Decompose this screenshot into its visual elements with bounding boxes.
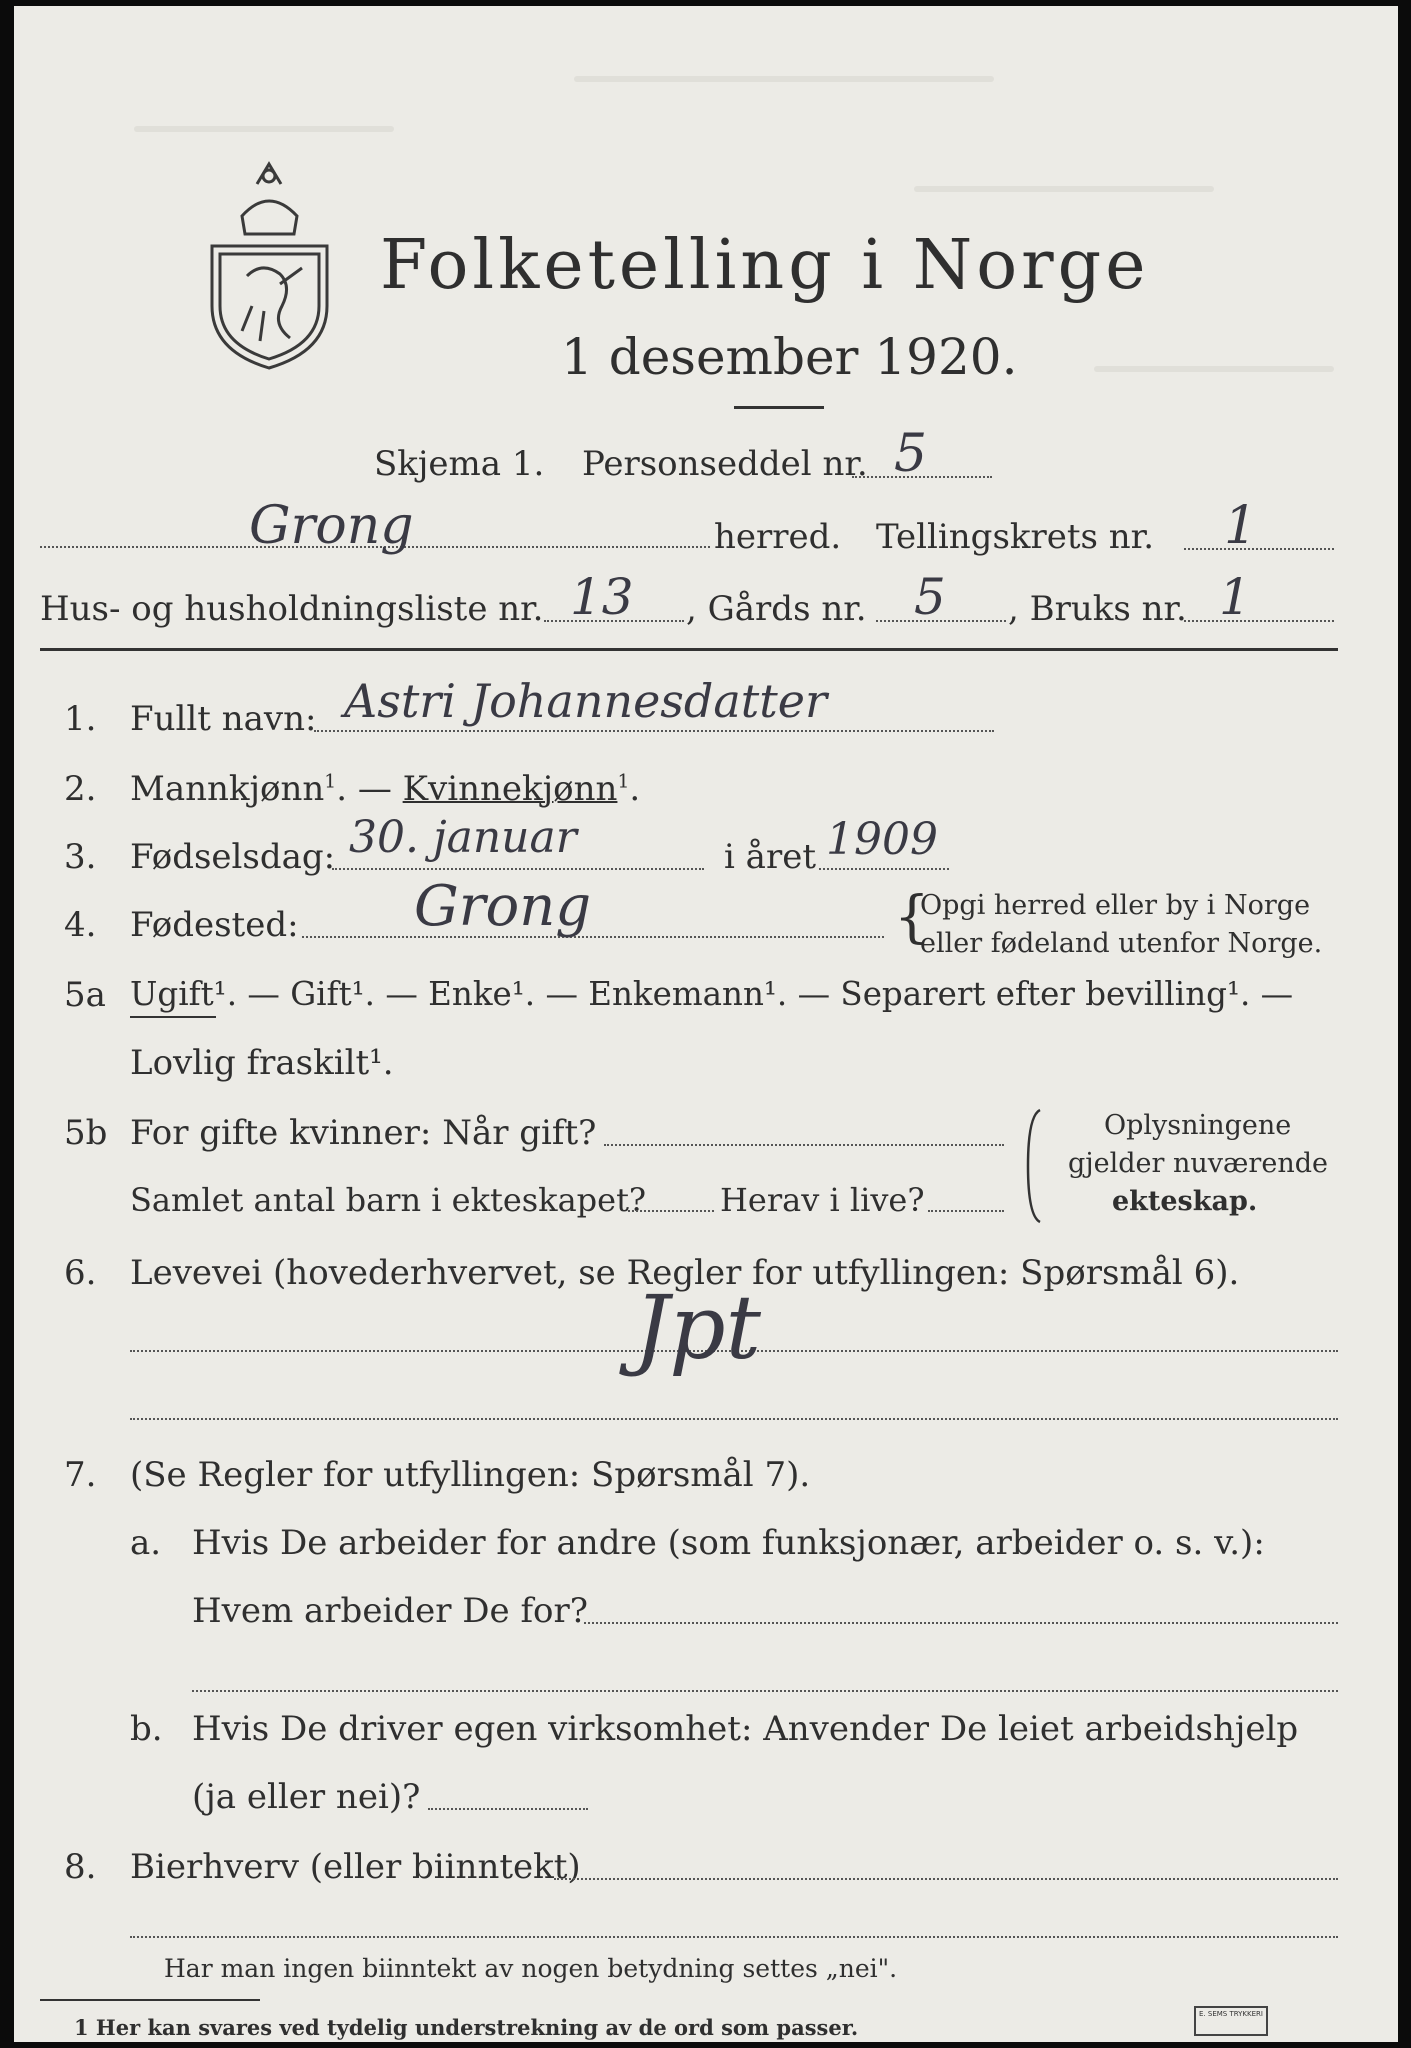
q3-label: Fødselsdag: (130, 837, 336, 877)
q7-number: 7. (64, 1455, 97, 1495)
children-alive-field[interactable] (928, 1210, 1004, 1212)
birthplace-value: Grong (414, 874, 592, 939)
q8-number: 8. (64, 1847, 97, 1887)
herred-value: Grong (249, 496, 414, 556)
printer-stamp-text: E. SEMS TRYKKERI (1199, 2010, 1263, 2018)
q4-note-line2: eller fødeland utenfor Norge. (920, 928, 1323, 959)
side-income-note: Har man ingen biinntekt av nogen betydning settes „nei". (164, 1954, 898, 1983)
married-when-label: For gifte kvinner: Når gift? (130, 1113, 597, 1153)
marital-status-options[interactable]: Ugift¹. — Gift¹. — Enke¹. — Enkemann¹. — Separert efter bevilling¹. — (130, 975, 1294, 1013)
husholdningsliste-label: Hus- og husholdningsliste nr. (40, 589, 544, 629)
side-income-field-line2[interactable] (130, 1936, 1338, 1938)
q4-number: 4. (64, 905, 97, 945)
birthdate-value: 30. januar (349, 812, 577, 863)
hired-help-label: (ja eller nei)? (192, 1777, 421, 1817)
herred-label: herred. (714, 517, 842, 557)
q4-label: Fødested: (130, 905, 299, 945)
title-divider (734, 406, 824, 409)
q1-number: 1. (64, 699, 97, 739)
bruks-field[interactable] (1184, 620, 1334, 622)
female-option[interactable]: Kvinnekjønn (402, 769, 618, 809)
personseddel-label: Personseddel nr. (582, 444, 868, 484)
q2-number: 2. (64, 769, 97, 809)
occupation-field-line2[interactable] (130, 1418, 1338, 1420)
q5b-note-line3: ekteskap. (1112, 1186, 1258, 1217)
section-divider (40, 648, 1338, 651)
q5b-note-line1: Oplysningene (1104, 1110, 1292, 1141)
q5b-number: 5b (64, 1113, 108, 1153)
gards-label: , Gårds nr. (686, 589, 867, 629)
employer-field-line2[interactable] (192, 1690, 1338, 1692)
bruks-value: 1 (1219, 568, 1251, 626)
q4-note-line1: Opgi herred eller by i Norge (920, 890, 1311, 921)
q6-number: 6. (64, 1253, 97, 1293)
q5a-number: 5a (64, 975, 106, 1015)
norwegian-coat-of-arms-icon (202, 156, 337, 371)
employer-field[interactable] (584, 1622, 1338, 1624)
form-title: Folketelling i Norge (380, 226, 1150, 305)
tellingskrets-label: Tellingskrets nr. (876, 517, 1155, 557)
q7a-question: Hvis De arbeider for andre (som funksjonær, arbeider o. s. v.): (192, 1523, 1265, 1563)
printer-stamp (1194, 2006, 1268, 2036)
q7b-question: Hvis De driver egen virksomhet: Anvender De leiet arbeidshjelp (192, 1709, 1299, 1749)
q8-label: Bierhverv (eller biinntekt) (130, 1847, 581, 1887)
year-label: i året (724, 837, 816, 877)
hired-help-field[interactable] (428, 1808, 588, 1810)
birthplace-field[interactable] (302, 936, 884, 938)
children-total-label: Samlet antal barn i ekteskapet? (130, 1181, 647, 1219)
q7b-letter: b. (130, 1709, 163, 1749)
children-total-field[interactable] (628, 1210, 714, 1212)
bruks-label: , Bruks nr. (1008, 589, 1187, 629)
birthdate-field[interactable] (332, 868, 704, 870)
q2-dash: — (357, 769, 392, 809)
q2-options: Mannkjønn$^1$. — Kvinnekjønn$^1$. (130, 769, 641, 809)
q3-number: 3. (64, 837, 97, 877)
q1-label: Fullt navn: (130, 699, 317, 739)
gards-value: 5 (914, 568, 946, 626)
ugift-underline (130, 1016, 216, 1018)
birthyear-value: 1909 (826, 814, 938, 865)
q4-brace: { (894, 885, 930, 950)
census-date: 1 desember 1920. (561, 328, 1018, 386)
married-when-field[interactable] (604, 1144, 1004, 1146)
male-option[interactable]: Mannkjønn (130, 769, 325, 809)
personseddel-value: 5 (894, 424, 928, 484)
q7a-employer-label: Hvem arbeider De for? (192, 1591, 588, 1631)
children-alive-label: Herav i live? (720, 1181, 925, 1219)
q5b-bracket-icon (1024, 1106, 1044, 1226)
husholdningsliste-value: 13 (570, 568, 634, 626)
side-income-field[interactable] (554, 1878, 1338, 1880)
tellingskrets-field[interactable] (1184, 548, 1334, 550)
footnote: 1 Her kan svares ved tydelig understrekning av de ord som passer. (74, 2015, 859, 2040)
skjema-label: Skjema 1. (374, 444, 545, 484)
q5b-note-line2: gjelder nuværende (1068, 1148, 1328, 1179)
tellingskrets-value: 1 (1224, 496, 1258, 556)
full-name-field[interactable] (314, 730, 994, 732)
birthyear-field[interactable] (819, 868, 949, 870)
q6-label: Levevei (hovederhvervet, se Regler for utfyllingen: Spørsmål 6). (130, 1253, 1240, 1293)
q7a-letter: a. (130, 1523, 162, 1563)
census-form-page (14, 6, 1398, 2042)
occupation-value: Jpt (634, 1276, 761, 1379)
q7-label: (Se Regler for utfyllingen: Spørsmål 7). (130, 1455, 811, 1495)
full-name-value: Astri Johannesdatter (344, 674, 827, 728)
footnote-divider (40, 1999, 260, 2001)
marital-status-line2: Lovlig fraskilt¹. (130, 1043, 394, 1083)
